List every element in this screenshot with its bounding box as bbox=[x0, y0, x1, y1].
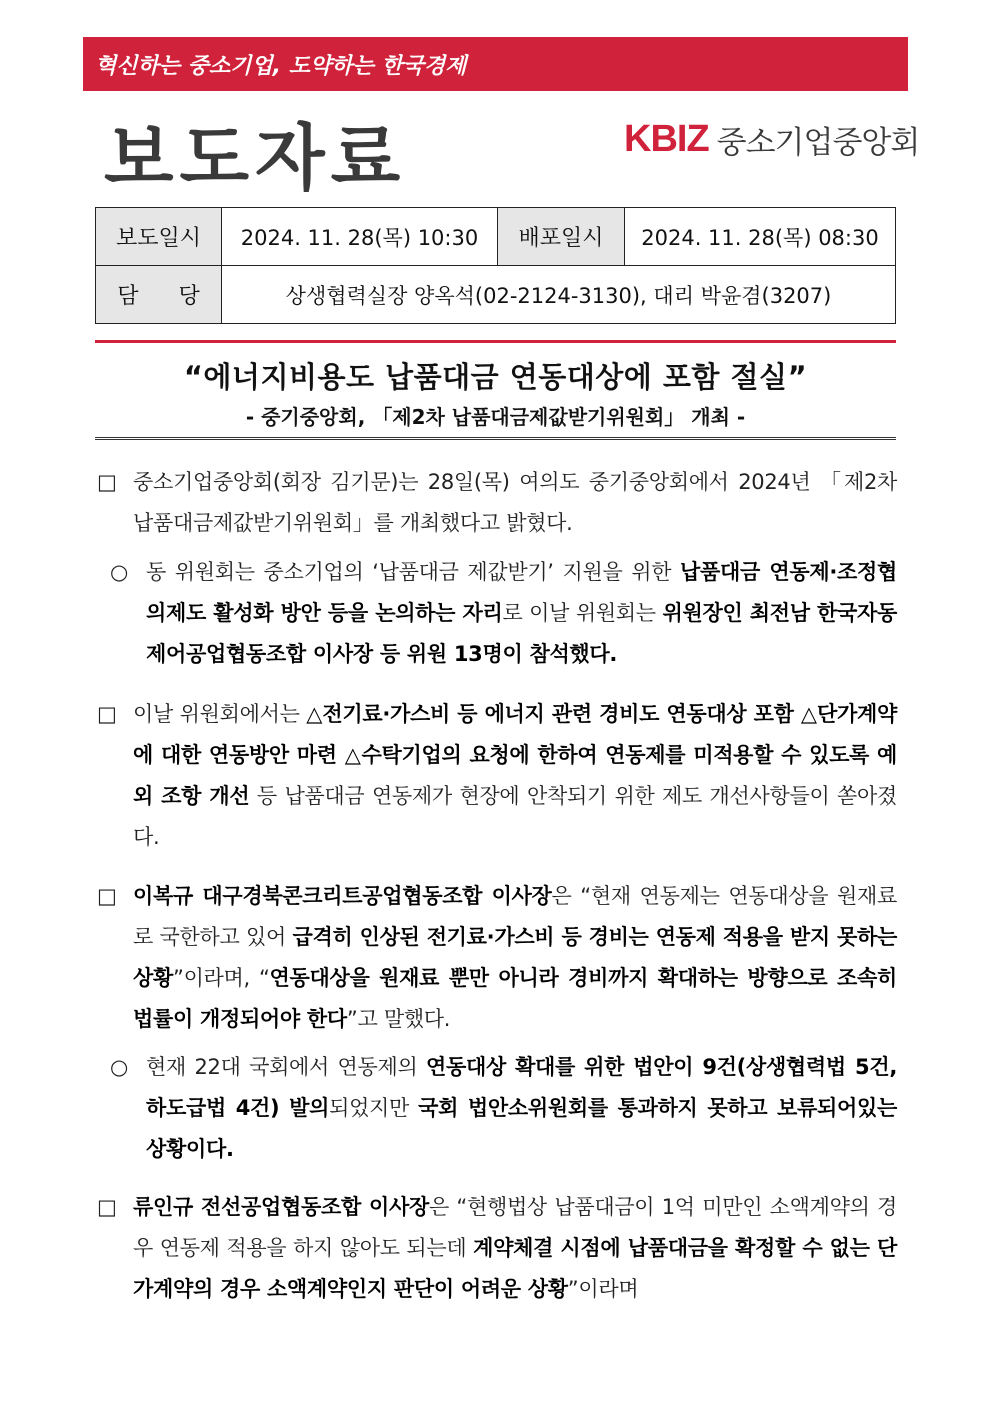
paragraph-1a bbox=[110, 552, 897, 675]
text-run: 이날 위원회에서는 bbox=[133, 702, 307, 726]
text-run: ”고 말했다. bbox=[346, 1007, 451, 1031]
bold-run: 국회 법안소위원회를 통과하지 못하고 보류되어있는 상황이다. bbox=[146, 1096, 897, 1161]
distribution-date-label: 배포일시 bbox=[498, 208, 625, 266]
kbiz-logo bbox=[624, 115, 919, 163]
bold-run: 이복규 대구경북콘크리트공업협동조합 이사장 bbox=[133, 884, 552, 908]
contact-label bbox=[96, 266, 240, 324]
text-run: 되었지만 bbox=[329, 1096, 419, 1120]
bold-run: 연동대상 확대를 위한 법안이 9건(상생협력법 5건, 하도급법 4건) 발의 bbox=[146, 1055, 898, 1120]
square-bullet: □ bbox=[97, 470, 117, 494]
square-bullet: □ bbox=[97, 884, 117, 908]
release-date-label: 보도일시 bbox=[96, 208, 222, 266]
bold-run: 납품대금 연동제·조정협의제도 활성화 방안 등을 논의하는 자리 bbox=[146, 560, 897, 625]
text-run: 로 이날 위원회는 bbox=[502, 601, 663, 625]
bold-run: 연동대상을 원재료 뿐만 아니라 경비까지 확대하는 방향으로 조속히 법률이 개정되어야 한다 bbox=[133, 966, 898, 1031]
paragraph-1-text: 중소기업중앙회(회장 김기문)는 28일(목) 여의도 중기중앙회에서 2024년 「제2차 납품대금제값받기위원회」를 개최했다고 밝혔다. bbox=[133, 470, 897, 535]
distribution-date-value: 2024. 11. 28(목) 08:30 bbox=[625, 208, 896, 266]
contact-label-text: 담당 bbox=[117, 284, 240, 309]
red-divider bbox=[95, 340, 896, 343]
paragraph-4 bbox=[97, 1187, 897, 1310]
text-run: 등 납품대금 연동제가 현장에 안착되기 위한 제도 개선사항들이 쏟아졌다. bbox=[133, 784, 897, 849]
paragraph-3 bbox=[97, 876, 897, 1040]
bold-run: △전기료·가스비 등 에너지 관련 경비도 연동대상 포함 △단가계약에 대한 연동방안 마련 △수탁기업의 요청에 한하여 연동제를 미적용할 수 있도록 예외 조항 개선 bbox=[133, 702, 897, 808]
text-run: 동 위원회는 중소기업의 ‘납품대금 제값받기’ 지원을 위한 bbox=[146, 560, 681, 584]
circle-bullet: ○ bbox=[110, 560, 129, 584]
slogan-text: 혁신하는 중소기업, 도약하는 한국경제 bbox=[95, 53, 467, 79]
square-bullet: □ bbox=[97, 1195, 117, 1219]
text-run: 현재 22대 국회에서 연동제의 bbox=[146, 1055, 426, 1079]
paragraph-3a bbox=[110, 1047, 897, 1170]
bold-run: 류인규 전선공업협동조합 이사장 bbox=[133, 1195, 429, 1219]
text-run: ”이라며 bbox=[567, 1277, 639, 1301]
logo-mark: KBIZ bbox=[624, 117, 709, 160]
headline: “에너지비용도 납품대금 연동대상에 포함 절실” bbox=[183, 360, 808, 394]
contact-value: 상생협력실장 양옥석(02-2124-3130), 대리 박윤겸(3207) bbox=[222, 266, 896, 324]
text-run: 은 “현재 연동제는 연동대상을 원재료로 국한하고 있어 bbox=[133, 884, 897, 949]
paragraph-1 bbox=[97, 462, 897, 544]
circle-bullet: ○ bbox=[110, 1055, 129, 1079]
square-bullet: □ bbox=[97, 702, 117, 726]
release-date-value: 2024. 11. 28(목) 10:30 bbox=[222, 208, 498, 266]
logo-name: 중소기업중앙회 bbox=[716, 124, 920, 161]
text-run: ”이라며, “ bbox=[172, 966, 270, 990]
bold-run: 계약체결 시점에 납품대금을 확정할 수 없는 단가계약의 경우 소액계약인지 판단이 어려운 상황 bbox=[133, 1236, 897, 1301]
bold-run: 급격히 인상된 전기료·가스비 등 경비는 연동제 적용을 받지 못하는 상황 bbox=[133, 925, 898, 990]
double-divider bbox=[95, 437, 896, 440]
table-row bbox=[96, 208, 896, 266]
table-row bbox=[96, 266, 896, 324]
bold-run: 위원장인 최전남 한국자동제어공업협동조합 이사장 등 위원 13명이 참석했다. bbox=[146, 601, 898, 666]
paragraph-2 bbox=[97, 694, 897, 858]
slogan-banner bbox=[83, 37, 908, 91]
subheadline: - 중기중앙회, 「제2차 납품대금제값받기위원회」 개최 - bbox=[245, 405, 746, 429]
page-title: 보도자료 bbox=[104, 116, 407, 200]
text-run: 은 “현행법상 납품대금이 1억 미만인 소액계약의 경우 연동제 적용을 하지 않아도 되는데 bbox=[133, 1195, 897, 1260]
release-info-table bbox=[95, 207, 896, 324]
